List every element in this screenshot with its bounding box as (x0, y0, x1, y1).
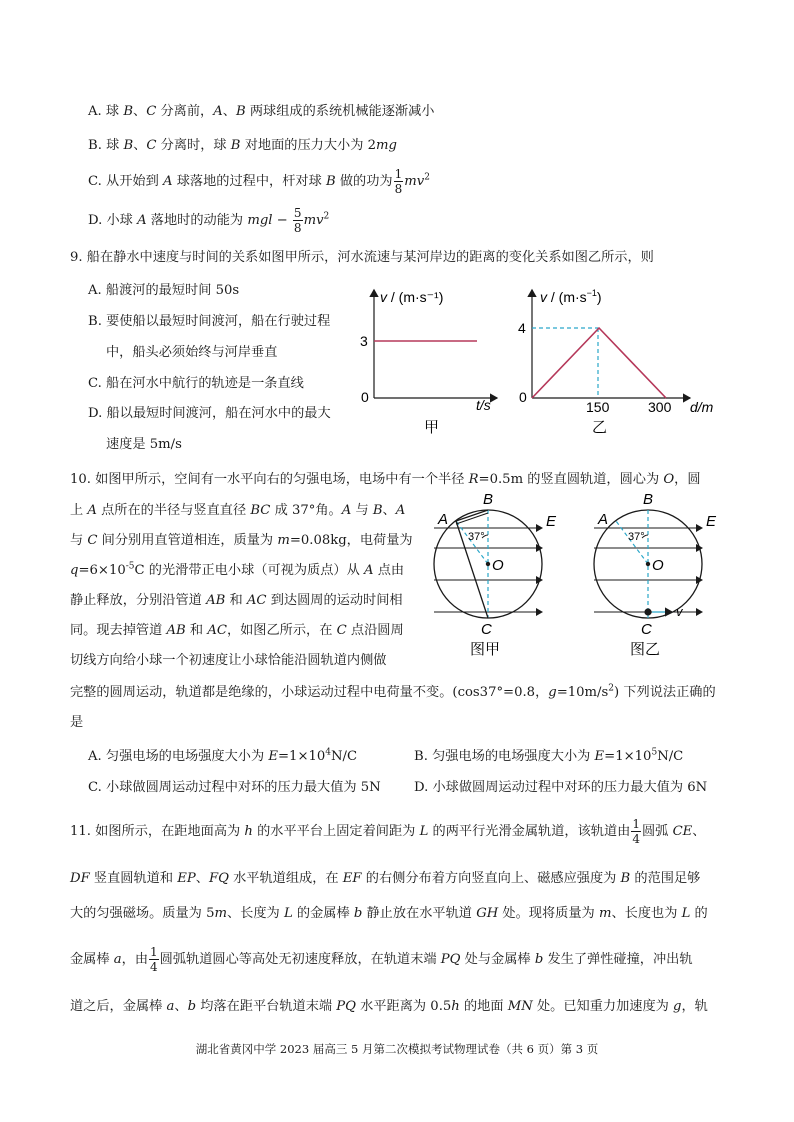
fraction-5-8: $\frac{5}{8}$ (293, 206, 302, 235)
figure-tu-yi (584, 488, 734, 660)
q8-option-d: D. 小球 A 落地时的动能为 mgl − $\frac{5}{8}$ $mv^2$ (88, 206, 330, 235)
figure-tu-jia (424, 488, 574, 660)
graph-jia (352, 282, 502, 442)
yi-x-tick-150: 150 (586, 399, 610, 415)
jia-caption: 甲 (424, 418, 440, 436)
q8-option-a: A. 球 B、C 分离前，A、B 两球组成的系统机械能逐渐减小 (88, 104, 435, 119)
q11-line5: 道之后，金属棒 a、b 均落在距平台轨道末端 PQ 水平距离为 0.5h 的地面 MN 处。已知重力加速度为 g，轨 (70, 999, 708, 1014)
q10-line1: 10. 如图甲所示，空间有一水平向右的匀强电场，电场中有一个半径 R=0.5m 的竖直圆轨道，圆心为 O，圆 (70, 472, 701, 487)
yi-caption: 乙 (592, 418, 608, 436)
ball (644, 608, 651, 615)
q9-option-c: C. 船在河水中航行的轨迹是一条直线 (88, 376, 304, 391)
fraction-1-4: $\frac{1}{4}$ (632, 817, 640, 846)
label-37: 37° (628, 531, 645, 543)
q11-line3: 大的匀强磁场。质量为 5m、长度为 L 的金属棒 b 静止放在水平轨道 GH 处。现将质量为 m、长度也为 L 的 (70, 906, 708, 921)
jia-y-label: v / (m·s⁻¹) (380, 289, 444, 305)
yi-x-label: d/m (690, 399, 714, 415)
q8-option-b: B. 球 B、C 分离时，球 B 对地面的压力大小为 2mg (88, 138, 397, 153)
fraction-1-4-b: $\frac{1}{4}$ (150, 945, 158, 974)
yi-y-label: $v / (m\cdot s^{-1})$ (540, 288, 602, 305)
yi-y-tick: 4 (518, 320, 526, 336)
q9-option-d-line2: 速度是 5m/s (106, 437, 182, 452)
q10-line3: 与 C 间分别用直管道相连，质量为 m=0.08kg，电荷量为 (70, 533, 413, 548)
label-c: C (481, 621, 492, 638)
q10-option-d: D. 小球做圆周运动过程中对环的压力最大值为 6N (414, 780, 708, 795)
q10-line5: 静止释放，分别沿管道 AB 和 AC 到达圆周的运动时间相 (70, 593, 403, 608)
label-37: 37° (468, 531, 485, 543)
center-dot (646, 562, 650, 566)
graph-yi (508, 282, 728, 442)
fraction-1-8: $\frac{1}{8}$ (394, 167, 403, 196)
q9-option-b-line2: 中，船头必须始终与河岸垂直 (106, 345, 278, 360)
center-dot (486, 562, 490, 566)
q10-line7: 切线方向给小球一个初速度让小球恰能沿圆轨道内侧做 (70, 653, 387, 668)
q8-option-c: C. 从开始到 A 球落地的过程中，杆对球 B 做的功为 $\frac{1}{8}$ $mv^2$ (88, 167, 430, 196)
q10-line4: $q=6\times 10^{-5}C$ 的光滑带正电小球（可视为质点）从 A 点由 (70, 561, 405, 578)
q10-option-a: A. 匀强电场的电场强度大小为 $E=1\times 10^4N/C$ (88, 747, 358, 764)
q10-line8: 完整的圆周运动，轨道都是绝缘的，小球运动过程中电荷量不变。(cos37°=0.8，$g=10m/s^2$) 下列说法正确的 (70, 683, 716, 700)
label-e: E (546, 513, 557, 530)
q11-line1: 11. 如图所示，在距地面高为 h 的水平平台上固定着间距为 L 的两平行光滑金属轨道，该轨道由 $\frac{1}{4}$ 圆弧 CE、 (70, 817, 706, 846)
caption-tu-jia: 图甲 (470, 640, 501, 658)
q9-stem: 9. 船在静水中速度与时间的关系如图甲所示，河水流速与某河岸边的距离的变化关系如图乙所示，则 (70, 250, 654, 265)
q11-line2: DF 竖直圆轨道和 EP、FQ 水平轨道组成，在 EF 的右侧分布着方向竖直向上、磁感应强度为 B 的范围足够 (70, 871, 701, 886)
caption-tu-yi: 图乙 (630, 640, 661, 658)
label-e: E (706, 513, 717, 530)
q9-option-a: A. 船渡河的最短时间 50s (88, 283, 240, 298)
q9-option-d-line1: D. 船以最短时间渡河，船在河水中的最大 (88, 406, 331, 421)
q10-option-b: B. 匀强电场的电场强度大小为 $E=1\times 10^5N/C$ (414, 747, 684, 764)
label-o: O (652, 557, 664, 574)
label-a: A (598, 511, 609, 528)
tube-ab-2 (456, 513, 488, 524)
label-o: O (492, 557, 504, 574)
label-b: B (643, 491, 654, 508)
q10-line6: 同。现去掉管道 AB 和 AC，如图乙所示，在 C 点沿圆周 (70, 623, 404, 638)
tube-ab (456, 510, 488, 521)
label-a: A (438, 511, 449, 528)
label-c: C (641, 621, 652, 638)
q9-option-b-line1: B. 要使船以最短时间渡河，船在行驶过程 (88, 314, 331, 329)
q10-line9: 是 (70, 715, 84, 730)
page-footer: 湖北省黄冈中学 2023 届高三 5 月第二次模拟考试物理试卷（共 6 页）第 3 页 (195, 1042, 599, 1056)
label-b: B (483, 491, 494, 508)
q11-line4: 金属棒 a，由 $\frac{1}{4}$ 圆弧轨道圆心等高处无初速度释放，在轨道末端 PQ 处与金属棒 b 发生了弹性碰撞，冲出轨 (70, 945, 693, 974)
yi-x-tick-300: 300 (648, 399, 672, 415)
q10-option-c: C. 小球做圆周运动过程中对环的压力最大值为 5N (88, 780, 381, 795)
jia-y-tick: 3 (360, 333, 368, 349)
jia-origin: 0 (361, 389, 369, 405)
jia-x-label: t/s (476, 397, 491, 413)
yi-origin: 0 (519, 389, 527, 405)
yi-series-line (532, 328, 666, 398)
q10-line2: 上 A 点所在的半径与竖直直径 BC 成 37°角。A 与 B、A (70, 503, 406, 518)
label-v: v (676, 604, 683, 619)
